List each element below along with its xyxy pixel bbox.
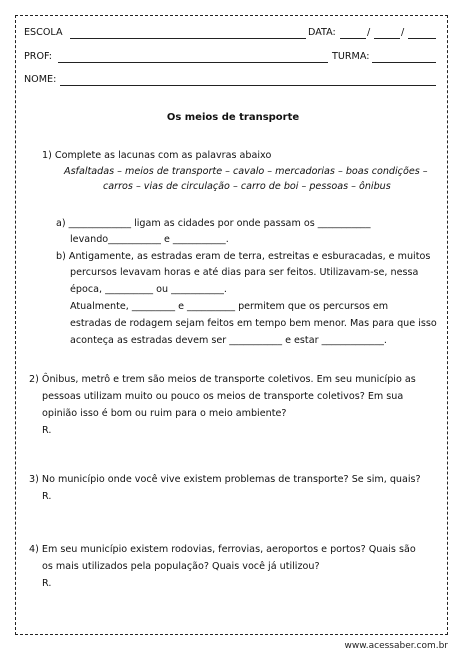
- question-1a-line: a) _____________ ligam as cidades por onde passam os ___________: [56, 218, 371, 229]
- question-1a-line: levando___________ e ___________.: [70, 234, 229, 245]
- date-separator: /: [367, 27, 371, 38]
- question-4-line: 4) Em seu município existem rodovias, ferrovias, aeroportos e portos? Quais são: [29, 544, 416, 555]
- question-2-line: pessoas utilizam muito ou pouco os meios de transporte coletivos? Em sua: [42, 391, 404, 402]
- page-title: Os meios de transporte: [166, 112, 300, 123]
- question-2-line: 2) Ônibus, metrô e trem são meios de transporte coletivos. Em seu município as: [29, 374, 416, 385]
- school-field[interactable]: [70, 38, 306, 39]
- class-field[interactable]: [372, 62, 436, 63]
- question-2-answer[interactable]: R.: [42, 425, 52, 436]
- question-1b-line: percursos levavam horas e até dias para ser feitos. Utilizavam-se, nessa: [70, 267, 419, 278]
- question-1b-line: b) Antigamente, as estradas eram de terra, estreitas e esburacadas, e muitos: [56, 251, 431, 262]
- date-separator: /: [401, 27, 405, 38]
- footer-url: www.acessaber.com.br: [344, 641, 448, 651]
- question-1-prompt: 1) Complete as lacunas com as palavras abaixo: [42, 150, 272, 161]
- question-2-line: opinião isso é bom ou ruim para o meio ambiente?: [42, 408, 287, 419]
- date-month-field[interactable]: [374, 38, 400, 39]
- question-1b-line: estradas de rodagem sejam feitos em tempo bem menor. Mas para que isso: [70, 318, 437, 329]
- question-3-answer[interactable]: R.: [42, 491, 52, 502]
- date-year-field[interactable]: [408, 38, 436, 39]
- word-bank-line: carros – vias de circulação – carro de boi – pessoas – ônibus: [103, 181, 391, 192]
- school-label: ESCOLA: [24, 27, 63, 38]
- name-label: NOME:: [24, 74, 57, 85]
- class-label: TURMA:: [332, 51, 370, 62]
- question-4-answer[interactable]: R.: [42, 578, 52, 589]
- teacher-label: PROF:: [24, 51, 53, 62]
- name-field[interactable]: [60, 85, 436, 86]
- question-4-line: os mais utilizados pela população? Quais você já utilizou?: [42, 561, 320, 572]
- date-day-field[interactable]: [340, 38, 366, 39]
- teacher-field[interactable]: [58, 62, 328, 63]
- question-3-line: 3) No município onde você vive existem problemas de transporte? Se sim, quais?: [29, 474, 421, 485]
- question-1b-line: aconteça as estradas devem ser ___________ e estar _____________.: [70, 335, 387, 346]
- word-bank-line: Asfaltadas – meios de transporte – cavalo – mercadorias – boas condições –: [64, 166, 428, 177]
- date-label: DATA:: [308, 27, 336, 38]
- question-1b-line: época, __________ ou ___________.: [70, 284, 227, 295]
- question-1b-line: Atualmente, _________ e __________ permitem que os percursos em: [70, 301, 389, 312]
